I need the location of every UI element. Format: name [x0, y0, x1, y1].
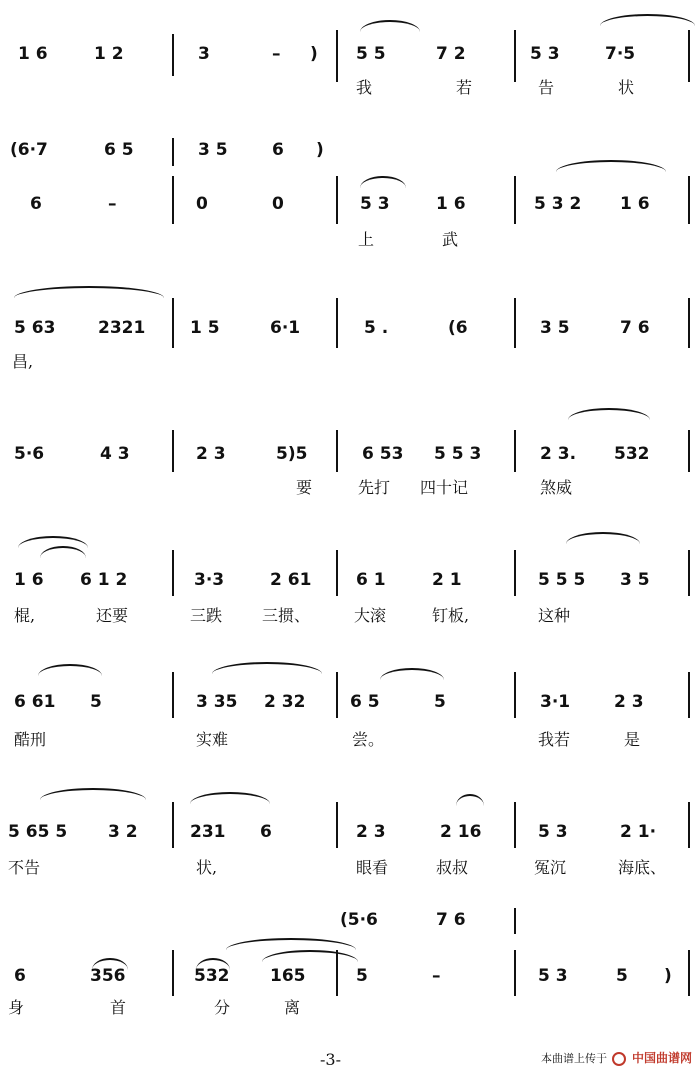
bar-line	[688, 176, 690, 224]
note-group: 5 3	[530, 44, 560, 64]
note-group: –	[108, 194, 117, 214]
lyric: 分	[214, 998, 231, 1017]
bar-line	[514, 550, 516, 596]
note-group: 5 3	[538, 966, 568, 986]
note-group: 2 32	[264, 692, 306, 712]
lyric: 上	[358, 230, 375, 249]
slur	[14, 286, 164, 298]
note-group: 5	[616, 966, 628, 986]
note-group: 5 3 2	[534, 194, 582, 214]
note-group: 2 3	[356, 822, 386, 842]
lyric: 这种	[538, 606, 571, 625]
lyric: 是	[624, 730, 641, 749]
lyric: 状,	[196, 858, 218, 877]
lyric: 要	[296, 478, 313, 497]
note-group: 0	[272, 194, 284, 214]
bar-line	[336, 298, 338, 348]
lyric: 我	[356, 78, 373, 97]
bar-line	[336, 430, 338, 472]
lyric: 先打	[358, 478, 391, 497]
bar-line	[688, 802, 690, 848]
bar-line	[688, 550, 690, 596]
note-group: –	[432, 966, 441, 986]
note-group: 5·6	[14, 444, 45, 464]
note-group: 6 53	[362, 444, 404, 464]
bar-line	[688, 430, 690, 472]
lyric: 棍,	[14, 606, 36, 625]
slur	[360, 176, 406, 188]
lyric: 昌,	[12, 352, 34, 371]
slur	[566, 532, 640, 544]
note-group: 5 65 5	[8, 822, 68, 842]
note-group: 1 6	[18, 44, 48, 64]
note-group: 5	[434, 692, 446, 712]
lyric: 尝。	[352, 730, 385, 749]
slur	[456, 794, 484, 806]
note-group: 6 1	[356, 570, 386, 590]
note-group: 6	[260, 822, 272, 842]
lyric: 首	[110, 998, 127, 1017]
note-group: 1 6	[14, 570, 44, 590]
note-group: 5 5	[356, 44, 386, 64]
page-number: -3-	[320, 1050, 341, 1069]
note-group: –	[272, 44, 281, 64]
bar-line	[336, 802, 338, 848]
note-group: 3 5	[620, 570, 650, 590]
note-group: 532	[194, 966, 230, 986]
lyric: 若	[456, 78, 473, 97]
lyric: 武	[442, 230, 459, 249]
note-group: 3 5	[540, 318, 570, 338]
bar-line	[336, 176, 338, 224]
note-group: 5 63	[14, 318, 56, 338]
note-group: 6 5	[350, 692, 380, 712]
note-group: 6	[272, 140, 284, 160]
bar-line	[336, 550, 338, 596]
lyric: 海底、	[618, 858, 667, 877]
source-footer	[541, 1049, 692, 1066]
note-group: 3 5	[198, 140, 228, 160]
note-group: 5)5	[276, 444, 308, 464]
site-logo-icon	[612, 1052, 626, 1066]
lyric: 眼看	[356, 858, 389, 877]
slur	[212, 662, 322, 674]
lyric: 不告	[8, 858, 41, 877]
slur	[38, 664, 102, 676]
bar-line	[336, 950, 338, 996]
lyric: 钉板,	[432, 606, 470, 625]
note-group: 3 2	[108, 822, 138, 842]
bar-line	[336, 672, 338, 718]
slur	[226, 938, 356, 950]
bar-line	[688, 298, 690, 348]
bar-line	[172, 550, 174, 596]
note-group: 5 3	[538, 822, 568, 842]
lyric: 大滚	[354, 606, 387, 625]
note-group: 2 3.	[540, 444, 577, 464]
note-group: 1 2	[94, 44, 124, 64]
lyric: 酷刑	[14, 730, 47, 749]
note-group: (6	[448, 318, 468, 338]
bar-line	[514, 950, 516, 996]
note-group: (6·7	[10, 140, 48, 160]
slur	[600, 14, 695, 26]
note-group: 3·3	[194, 570, 225, 590]
lyric: 三跌	[190, 606, 223, 625]
note-group: 0	[196, 194, 208, 214]
note-group: 6 5	[104, 140, 134, 160]
lyric: 离	[284, 998, 301, 1017]
note-group: 165	[270, 966, 306, 986]
note-group: )	[316, 140, 324, 160]
note-group: 7·5	[605, 44, 636, 64]
bar-line	[688, 950, 690, 996]
slur	[40, 788, 146, 800]
note-group: 3 35	[196, 692, 238, 712]
note-group: 3·1	[540, 692, 571, 712]
bar-line	[514, 176, 516, 224]
slur	[190, 792, 270, 804]
slur	[556, 160, 666, 172]
lyric: 身	[8, 998, 25, 1017]
footer-prefix: 本曲谱上传于	[540, 1052, 607, 1065]
bar-line	[172, 430, 174, 472]
bar-line	[172, 950, 174, 996]
note-group: 7 6	[436, 910, 466, 930]
bar-line	[688, 672, 690, 718]
bar-line	[172, 34, 174, 76]
note-group: 2 1	[432, 570, 462, 590]
bar-line	[172, 298, 174, 348]
lyric: 四十记	[420, 478, 469, 497]
bar-line	[336, 30, 338, 82]
bar-line	[514, 30, 516, 82]
lyric: 三掼、	[262, 606, 311, 625]
note-group: 5	[90, 692, 102, 712]
note-group: 2 16	[440, 822, 482, 842]
note-group: 1 5	[190, 318, 220, 338]
bar-line	[172, 672, 174, 718]
note-group: 3	[198, 44, 210, 64]
note-group: 2 3	[614, 692, 644, 712]
note-group: )	[310, 44, 318, 64]
note-group: 356	[90, 966, 126, 986]
note-group: 5	[356, 966, 368, 986]
note-group: 5 .	[364, 318, 389, 338]
note-group: 5 5 5	[538, 570, 586, 590]
note-group: 6 61	[14, 692, 56, 712]
bar-line	[514, 430, 516, 472]
bar-line	[688, 30, 690, 82]
note-group: 7 6	[620, 318, 650, 338]
slur	[380, 668, 444, 680]
note-group: 532	[614, 444, 650, 464]
note-group: (5·6	[340, 910, 378, 930]
note-group: 2321	[98, 318, 146, 338]
bar-line	[514, 802, 516, 848]
lyric: 煞威	[540, 478, 573, 497]
bar-line	[172, 176, 174, 224]
bar-line	[172, 802, 174, 848]
note-group: 6 1 2	[80, 570, 128, 590]
slur	[568, 408, 650, 420]
note-group: 7 2	[436, 44, 466, 64]
note-group: 5 5 3	[434, 444, 482, 464]
bar-line	[514, 672, 516, 718]
lyric: 实难	[196, 730, 229, 749]
slur	[262, 950, 358, 962]
bar-line	[172, 138, 174, 166]
note-group: 2 61	[270, 570, 312, 590]
lyric: 告	[538, 78, 555, 97]
note-group: 5 3	[360, 194, 390, 214]
slur	[360, 20, 420, 32]
lyric: 状	[618, 78, 635, 97]
note-group: 1 6	[436, 194, 466, 214]
note-group: 4 3	[100, 444, 130, 464]
lyric: 我若	[538, 730, 571, 749]
note-group: 231	[190, 822, 226, 842]
note-group: )	[664, 966, 672, 986]
note-group: 2 1·	[620, 822, 657, 842]
note-group: 6·1	[270, 318, 301, 338]
lyric: 还要	[96, 606, 129, 625]
lyric: 冤沉	[534, 858, 567, 877]
footer-brand: 中国曲谱网	[631, 1051, 692, 1065]
bar-line	[514, 298, 516, 348]
note-group: 2 3	[196, 444, 226, 464]
bar-line	[514, 908, 516, 934]
note-group: 1 6	[620, 194, 650, 214]
lyric: 叔叔	[436, 858, 469, 877]
note-group: 6	[30, 194, 42, 214]
note-group: 6	[14, 966, 26, 986]
